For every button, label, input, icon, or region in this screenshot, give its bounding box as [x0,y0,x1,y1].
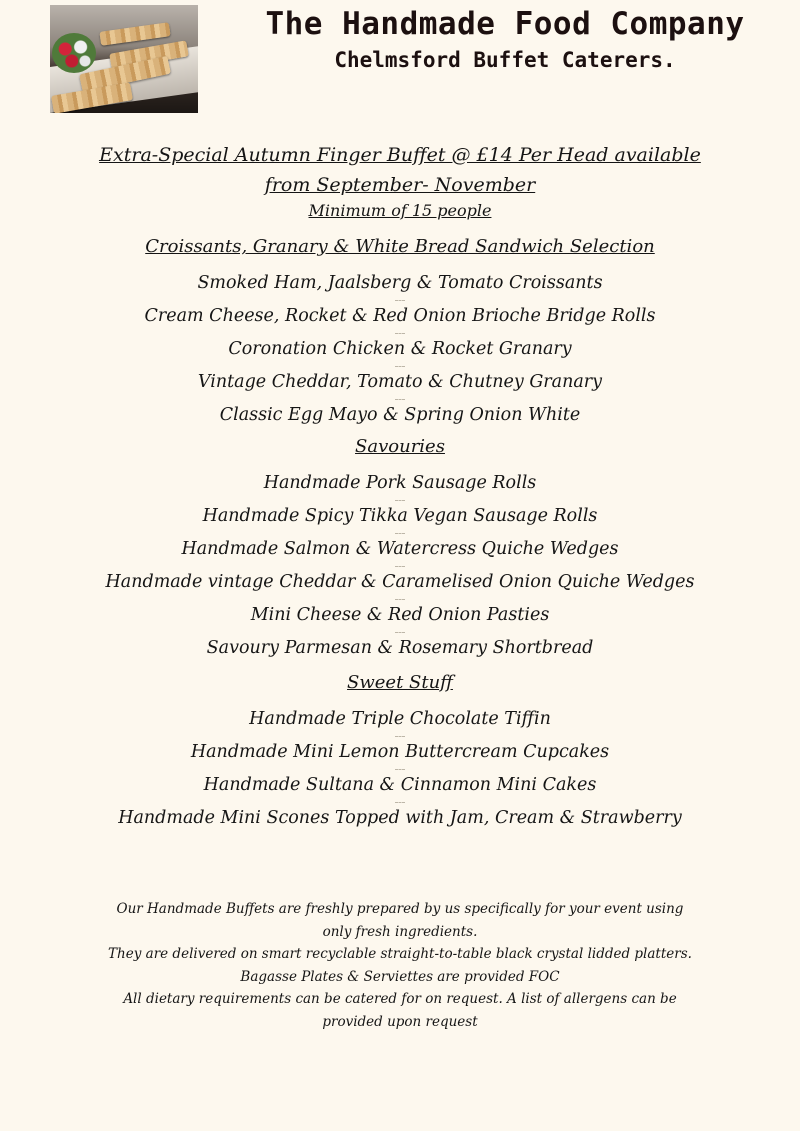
menu-item: Handmade Pork Sausage Rolls [0,471,800,495]
photo-platter [99,22,170,46]
buffet-photo [50,5,198,113]
section-heading-sweet: Sweet Stuff [347,672,453,693]
menu-item: Handmade vintage Cheddar & Caramelised Onion Quiche Wedges [0,570,800,594]
photo-flowers [52,33,96,73]
note-line: Our Handmade Buffets are freshly prepared by us specifically for your event using [116,901,684,917]
menu-item: Handmade Triple Chocolate Tiffin [0,707,800,731]
menu-item: Handmade Spicy Tikka Vegan Sausage Rolls [0,504,800,528]
note-line: only fresh ingredients. [322,923,478,940]
menu-item: Mini Cheese & Red Onion Pasties [0,603,800,627]
note-line: All dietary requirements can be catered for on request. A list of allergens can be [123,991,677,1007]
menu-item: Classic Egg Mayo & Spring Onion White [219,405,581,425]
note-line: Bagasse Plates & Serviettes are provided FOC [240,968,560,985]
savouries-list [0,471,800,660]
note-line: provided upon request [322,1013,478,1030]
header [210,4,800,72]
menu-item: Vintage Cheddar, Tomato & Chutney Granary [0,370,800,394]
menu-item: Handmade Mini Scones Topped with Jam, Cream & Strawberry [118,808,682,828]
menu-item: Smoked Ham, Jaalsberg & Tomato Croissants [0,271,800,295]
menu-item: Handmade Mini Lemon Buttercream Cupcakes [0,740,800,764]
menu-content [0,140,800,839]
menu-item: Handmade Sultana & Cinnamon Mini Cakes [0,773,800,797]
section-heading-savouries: Savouries [355,436,445,457]
offer-line-1: Extra-Special Autumn Finger Buffet @ £14 Per Head available [99,144,701,166]
menu-item: Coronation Chicken & Rocket Granary [0,337,800,361]
section-heading-sandwiches: Croissants, Granary & White Bread Sandwich Selection [145,236,655,257]
note-line: They are delivered on smart recyclable straight-to-table black crystal lidded platters. [108,946,692,962]
sweet-list [0,707,800,830]
sandwich-list [0,271,800,427]
buffet-notes [40,898,760,1033]
menu-item: Handmade Salmon & Watercress Quiche Wedges [0,537,800,561]
company-subtitle: Chelmsford Buffet Caterers. [334,48,676,72]
menu-item: Cream Cheese, Rocket & Red Onion Brioche Bridge Rolls [0,304,800,328]
menu-item: Savoury Parmesan & Rosemary Shortbread [206,638,594,658]
company-title: The Handmade Food Company [265,6,745,42]
minimum-guests: Minimum of 15 people [308,201,492,220]
offer-line-2: from September- November [264,174,536,196]
